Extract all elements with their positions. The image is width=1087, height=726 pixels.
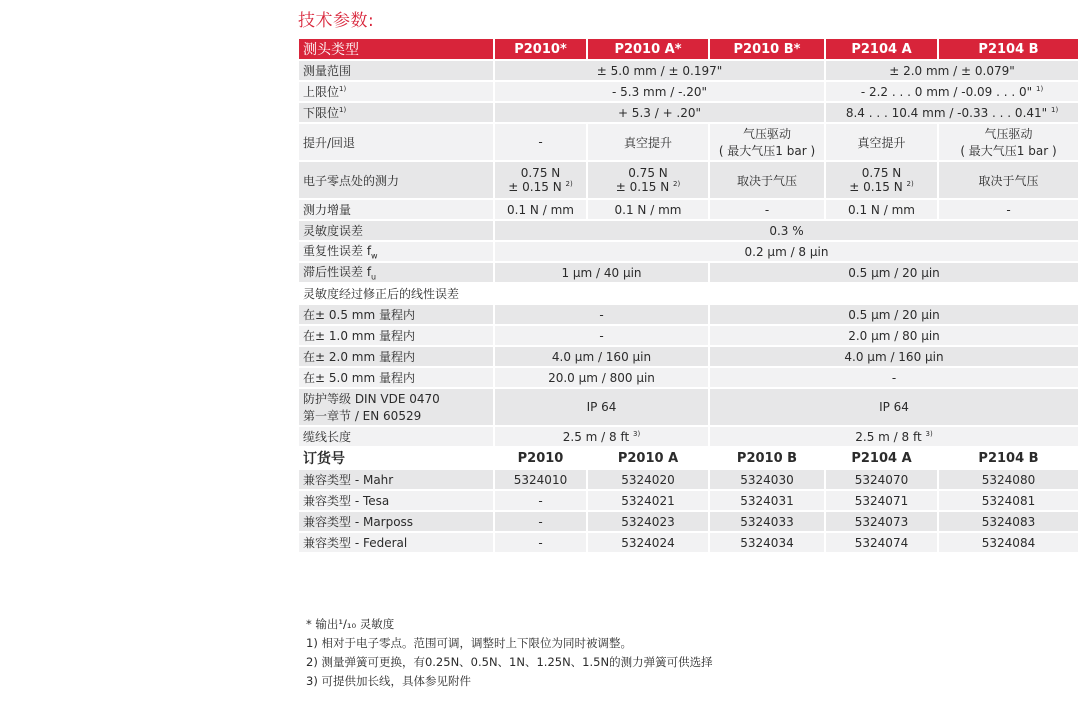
table-row [298, 490, 1079, 511]
cell: 5324070 [825, 469, 938, 490]
table-row [298, 220, 1079, 241]
cell: 0.75 N ± 0.15 N $^{2)}$ [494, 161, 587, 199]
cell: - [709, 199, 825, 220]
order-col: P2010 [494, 447, 587, 469]
table-row [298, 262, 1079, 283]
cell: 5324010 [494, 469, 587, 490]
cell: 0.5 µm / 20 µin [709, 262, 1079, 283]
cell: - [494, 123, 587, 161]
footnote-2: 2) 测量弹簧可更换，有0.25N、0.5N、1N、1.25N、1.5N的测力弹簧可供选择 [306, 655, 713, 669]
cell: - [494, 325, 709, 346]
table-row [298, 102, 1079, 123]
row-label: 在± 0.5 mm 量程内 [298, 304, 494, 325]
table-row [298, 199, 1079, 220]
cell: IP 64 [709, 388, 1079, 426]
table-row [298, 346, 1079, 367]
row-label: 兼容类型 - Marposs [298, 511, 494, 532]
cell: 取决于气压 [709, 161, 825, 199]
row-label: 下限位$^{1)}$ [298, 102, 494, 123]
cell: 0.75 N ± 0.15 N $^{2)}$ [825, 161, 938, 199]
table-row [298, 161, 1079, 199]
order-header-row [298, 447, 1079, 469]
cell: ± 5.0 mm / ± 0.197" [494, 60, 825, 81]
cell: 0.3 % [494, 220, 1079, 241]
cell: 0.1 N / mm [825, 199, 938, 220]
cell: 5324031 [709, 490, 825, 511]
cell: 2.0 µm / 80 µin [709, 325, 1079, 346]
cell: 2.5 m / 8 ft $^{3)}$ [494, 426, 709, 447]
cell: IP 64 [494, 388, 709, 426]
cell: - [494, 490, 587, 511]
cell: 真空提升 [825, 123, 938, 161]
table-row [298, 511, 1079, 532]
cell: 5324033 [709, 511, 825, 532]
table-row [298, 241, 1079, 262]
cell: 2.5 m / 8 ft $^{3)}$ [709, 426, 1079, 447]
cell: 5324030 [709, 469, 825, 490]
page-title: 技术参数: [298, 11, 375, 31]
footnotes [306, 615, 713, 691]
header-label: 测头类型 [298, 38, 494, 60]
cell: 气压驱动 ( 最大气压1 bar ) [709, 123, 825, 161]
cell: 8.4 . . . 10.4 mm / -0.33 . . . 0.41" $^{1)}$ [825, 102, 1079, 123]
table-row [298, 304, 1079, 325]
footnote-mark: 1) [339, 106, 347, 114]
cell: ± 2.0 mm / ± 0.079" [825, 60, 1079, 81]
table-row [298, 426, 1079, 447]
order-col: P2010 A [587, 447, 709, 469]
order-col: P2104 B [938, 447, 1079, 469]
cell: - [709, 367, 1079, 388]
row-label: 灵敏度经过修正后的线性误差 [298, 283, 1079, 304]
header-col: P2104 A [825, 38, 938, 60]
cell: 取决于气压 [938, 161, 1079, 199]
cell: 5324024 [587, 532, 709, 553]
row-label: 测量范围 [298, 60, 494, 81]
cell: 5324080 [938, 469, 1079, 490]
cell: 4.0 µm / 160 µin [494, 346, 709, 367]
row-label: 上限位$^{1)}$ [298, 81, 494, 102]
cell: 1 µm / 40 µin [494, 262, 709, 283]
cell: 5324023 [587, 511, 709, 532]
cell: - [494, 532, 587, 553]
cell: 5324083 [938, 511, 1079, 532]
cell: 5324084 [938, 532, 1079, 553]
table-row [298, 367, 1079, 388]
cell: - [938, 199, 1079, 220]
cell: 20.0 µm / 800 µin [494, 367, 709, 388]
cell: 0.75 N ± 0.15 N $^{2)}$ [587, 161, 709, 199]
row-label: 滞后性误差 $f_u$ [298, 262, 494, 283]
row-label: 在± 1.0 mm 量程内 [298, 325, 494, 346]
row-label: 电子零点处的测力 [298, 161, 494, 199]
row-label: 重复性误差 $f_w$ [298, 241, 494, 262]
header-col: P2010 A* [587, 38, 709, 60]
order-label: 订货号 [298, 447, 494, 469]
cell: 5324021 [587, 490, 709, 511]
cell: 4.0 µm / 160 µin [709, 346, 1079, 367]
footnote-mark: 1) [1051, 105, 1059, 114]
cell: 0.1 N / mm [494, 199, 587, 220]
cell: - [494, 511, 587, 532]
table-row [298, 60, 1079, 81]
row-label: 防护等级 DIN VDE 0470 第一章节 / EN 60529 [298, 388, 494, 426]
order-col: P2010 B [709, 447, 825, 469]
cell: 真空提升 [587, 123, 709, 161]
footnote-star: * 输出¹/₁₀ 灵敏度 [306, 617, 395, 631]
cell: 5324081 [938, 490, 1079, 511]
cell: 0.2 µm / 8 µin [494, 241, 1079, 262]
spec-table [297, 37, 1080, 554]
cell: 5324071 [825, 490, 938, 511]
table-row [298, 388, 1079, 426]
cell: 5324020 [587, 469, 709, 490]
row-label: 在± 5.0 mm 量程内 [298, 367, 494, 388]
header-col: P2104 B [938, 38, 1079, 60]
cell: - [494, 304, 709, 325]
cell: 5324074 [825, 532, 938, 553]
cell: - 5.3 mm / -.20" [494, 81, 825, 102]
row-label: 兼容类型 - Mahr [298, 469, 494, 490]
order-col: P2104 A [825, 447, 938, 469]
footnote-mark: 1) [1035, 84, 1044, 93]
table-row [298, 123, 1079, 161]
row-label: 测力增量 [298, 199, 494, 220]
cell: - 2.2 . . . 0 mm / -0.09 . . . 0" $^{1)}$ [825, 81, 1079, 102]
cell: 0.1 N / mm [587, 199, 709, 220]
cell: 0.5 µm / 20 µin [709, 304, 1079, 325]
row-label: 兼容类型 - Tesa [298, 490, 494, 511]
cell: 5324073 [825, 511, 938, 532]
row-label: 灵敏度误差 [298, 220, 494, 241]
table-row [298, 325, 1079, 346]
row-label: 在± 2.0 mm 量程内 [298, 346, 494, 367]
cell: 5324034 [709, 532, 825, 553]
row-label: 缆线长度 [298, 426, 494, 447]
cell: 气压驱动 ( 最大气压1 bar ) [938, 123, 1079, 161]
header-row [298, 38, 1079, 60]
table-row [298, 81, 1079, 102]
footnote-3: 3) 可提供加长线，具体参见附件 [306, 674, 471, 688]
table-row [298, 532, 1079, 553]
table-row [298, 469, 1079, 490]
header-col: P2010 B* [709, 38, 825, 60]
footnote-mark: 1) [339, 85, 347, 93]
header-col: P2010* [494, 38, 587, 60]
cell: + 5.3 / + .20" [494, 102, 825, 123]
table-row [298, 283, 1079, 304]
row-label: 提升/回退 [298, 123, 494, 161]
footnote-1: 1) 相对于电子零点。范围可调，调整时上下限位为同时被调整。 [306, 636, 632, 650]
row-label: 兼容类型 - Federal [298, 532, 494, 553]
